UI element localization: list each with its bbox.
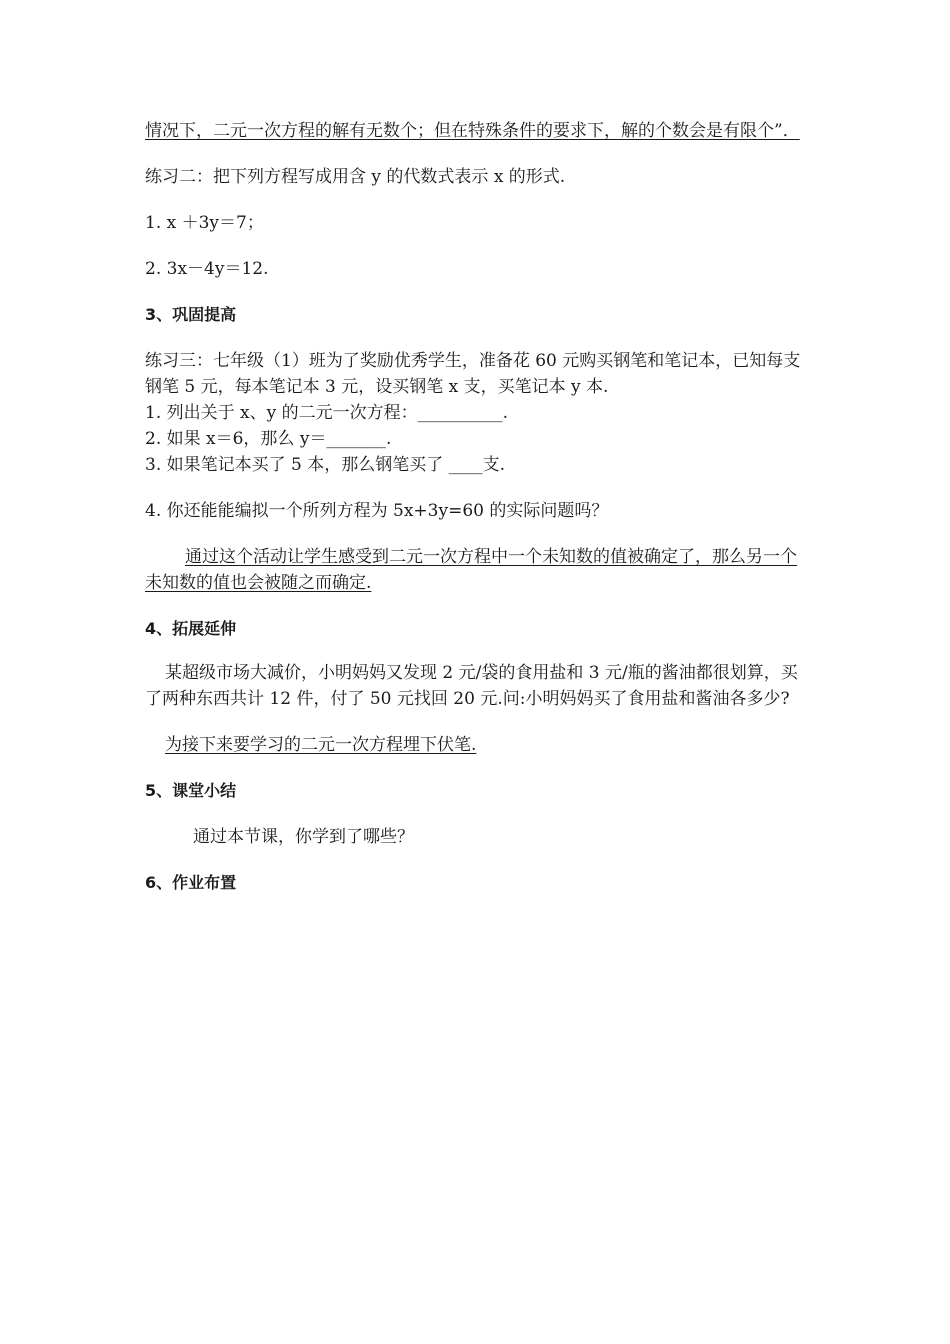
paragraph-question-2: 2. 如果 x＝6，那么 y＝_______. — [145, 429, 392, 449]
heading-summary: 5、课堂小结 — [145, 781, 237, 800]
paragraph-exercise-two: 练习二：把下列方程写成用含 y 的代数式表示 x 的形式. — [145, 167, 566, 187]
paragraph-foreshadow-note: 为接下来要学习的二元一次方程埋下伏笔. — [165, 735, 477, 755]
heading-consolidation: 3、巩固提高 — [145, 305, 237, 324]
document-body — [145, 118, 810, 896]
paragraph-question-1: 1. 列出关于 x、y 的二元一次方程：__________. — [145, 403, 509, 423]
paragraph-equation-1: 1. x ＋3y＝7； — [145, 213, 264, 233]
paragraph-exercise-three: 练习三：七年级（1）班为了奖励优秀学生，准备花 60 元购买钢笔和笔记本，已知每支钢笔 5 元，每本笔记本 3 元，设买钢笔 x 支，买笔记本 y 本. — [145, 351, 801, 397]
paragraph-question-3: 3. 如果笔记本买了 5 本，那么钢笔买了 ____支. — [145, 455, 506, 475]
paragraph-solutions-note: 情况下，二元一次方程的解有无数个；但在特殊条件的要求下，解的个数会是有限个”． — [145, 121, 800, 141]
paragraph-activity-note: 通过这个活动让学生感受到二元一次方程中一个未知数的值被确定了，那么另一个未知数的值也会被随之而确定. — [145, 547, 797, 593]
paragraph-supermarket-problem: 某超级市场大减价，小明妈妈又发现 2 元/袋的食用盐和 3 元/瓶的酱油都很划算，买了两种东西共计 12 件，付了 50 元找回 20 元.问:小明妈妈买了食用盐和酱油各多少? — [145, 663, 798, 709]
heading-homework: 6、作业布置 — [145, 873, 237, 892]
paragraph-summary-question: 通过本节课，你学到了哪些？ — [193, 827, 414, 847]
paragraph-equation-2: 2. 3x－4y＝12. — [145, 259, 269, 279]
paragraph-question-4: 4. 你还能能编拟一个所列方程为 5x+3y=60 的实际问题吗？ — [145, 501, 609, 521]
heading-extension: 4、拓展延伸 — [145, 619, 237, 638]
